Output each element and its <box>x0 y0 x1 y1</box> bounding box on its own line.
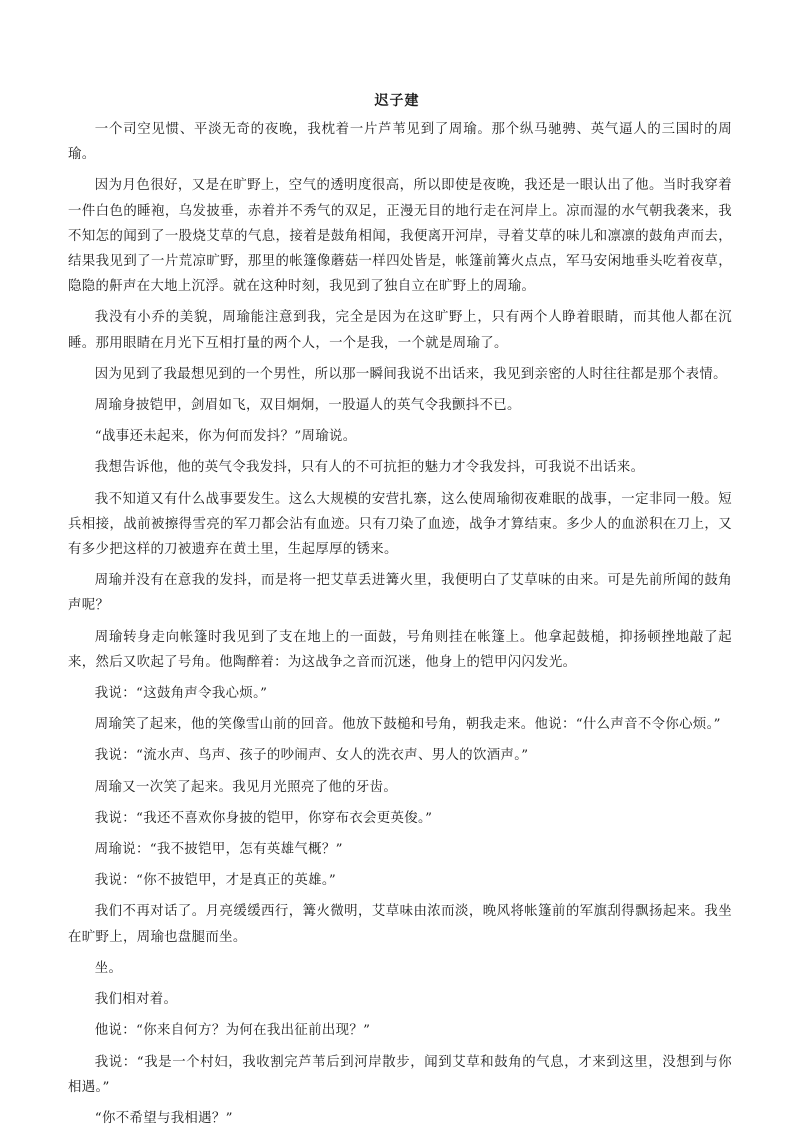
paragraph: 周瑜笑了起来，他的笑像雪山前的回音。他放下鼓槌和号角，朝我走来。他说：“什么声音不令你心烦。” <box>94 717 721 733</box>
paragraph: 因为见到了我最想见到的一个男性，所以那一瞬间我说不出话来，我见到亲密的人时往往都是那个表情。 <box>94 366 727 382</box>
paragraph: 我们相对着。 <box>94 992 178 1008</box>
paragraph: 周瑜身披铠甲，剑眉如飞，双目炯炯，一股逼人的英气令我颤抖不已。 <box>94 398 521 414</box>
paragraph: 周瑜并没有在意我的发抖，而是将一把艾草丢进篝火里，我便明白了艾草味的由来。可是先前所闻的鼓角声呢？ <box>68 573 732 614</box>
document-body <box>68 117 732 1137</box>
paragraph: 坐。 <box>94 960 123 976</box>
paragraph: 我说：“我是一个村妇，我收割完芦苇后到河岸散步，闻到艾草和鼓角的气息，才来到这里，没想到与你相遇。” <box>68 1054 732 1095</box>
paragraph: 周瑜说：“我不披铠甲，怎有英雄气概？” <box>94 842 343 858</box>
paragraph: “战事还未起来，你为何而发抖？”周瑜说。 <box>94 429 357 445</box>
paragraph: 我说：“你不披铠甲，才是真正的英雄。” <box>94 873 337 889</box>
paragraph: 他说：“你来自何方？为何在我出征前出现？” <box>94 1023 371 1039</box>
paragraph: 我说：“流水声、鸟声、孩子的吵闹声、女人的洗衣声、男人的饮酒声。” <box>94 748 529 764</box>
paragraph: 我说：“这鼓角声令我心烦。” <box>94 686 268 702</box>
paragraph: 我不知道又有什么战事要发生。这么大规模的安营扎寨，这么使周瑜彻夜难眠的战事，一定非同一般。短兵相接，战前被擦得雪亮的军刀都会沾有血迹。只有刀染了血迹，战争才算结束。多少人的血淤积在刀上，又有多少把这样的刀被遗弃在黄土里，生起厚厚的锈来。 <box>68 491 732 558</box>
paragraph: 我说：“我还不喜欢你身披的铠甲，你穿布衣会更英俊。” <box>94 810 433 826</box>
paragraph: 我们不再对话了。月亮缓缓西行，篝火微明，艾草味由浓而淡，晚风将帐篷前的军旗刮得飘扬起来。我坐在旷野上，周瑜也盘腿而坐。 <box>68 904 732 945</box>
paragraph: 我没有小乔的美貌，周瑜能注意到我，完全是因为在这旷野上，只有两个人睁着眼睛，而其他人都在沉睡。那用眼睛在月光下互相打量的两个人，一个是我，一个就是周瑜了。 <box>68 310 732 351</box>
paragraph: 周瑜又一次笑了起来。我见月光照亮了他的牙齿。 <box>94 779 398 795</box>
paragraph: 周瑜转身走向帐篷时我见到了支在地上的一面鼓，号角则挂在帐篷上。他拿起鼓槌，抑扬顿挫地敲了起来，然后又吹起了号角。他陶醉着：为这战争之音而沉迷，他身上的铠甲闪闪发光。 <box>68 629 732 670</box>
paragraph: 我想告诉他，他的英气令我发抖，只有人的不可抗拒的魅力才令我发抖，可我说不出话来。 <box>94 460 645 476</box>
author-name: 迟子建 <box>374 93 420 109</box>
paragraph: 一个司空见惯、平淡无奇的夜晚，我枕着一片芦苇见到了周瑜。那个纵马驰骋、英气逼人的三国时的周瑜。 <box>68 122 732 163</box>
paragraph: 因为月色很好，又是在旷野上，空气的透明度很高，所以即使是夜晚，我还是一眼认出了他。当时我穿着一件白色的睡袍，乌发披垂，赤着并不秀气的双足，正漫无目的地行走在河岸上。凉而湿的水气朝我袭来，我不知怎的闻到了一股烧艾草的气息，接着是鼓角相闻，我便离开河岸，寻着艾草的味儿和凛凛的鼓角声而去，结果我见到了一片荒凉旷野，那里的帐篷像蘑菇一样四处皆是，帐篷前篝火点点，军马安闲地垂头吃着夜草，隐隐的鼾声在大地上沉浮。就在这种时刻，我见到了独自立在旷野上的周瑜。 <box>68 178 732 295</box>
paragraph: “你不希望与我相遇？” <box>94 1110 233 1126</box>
